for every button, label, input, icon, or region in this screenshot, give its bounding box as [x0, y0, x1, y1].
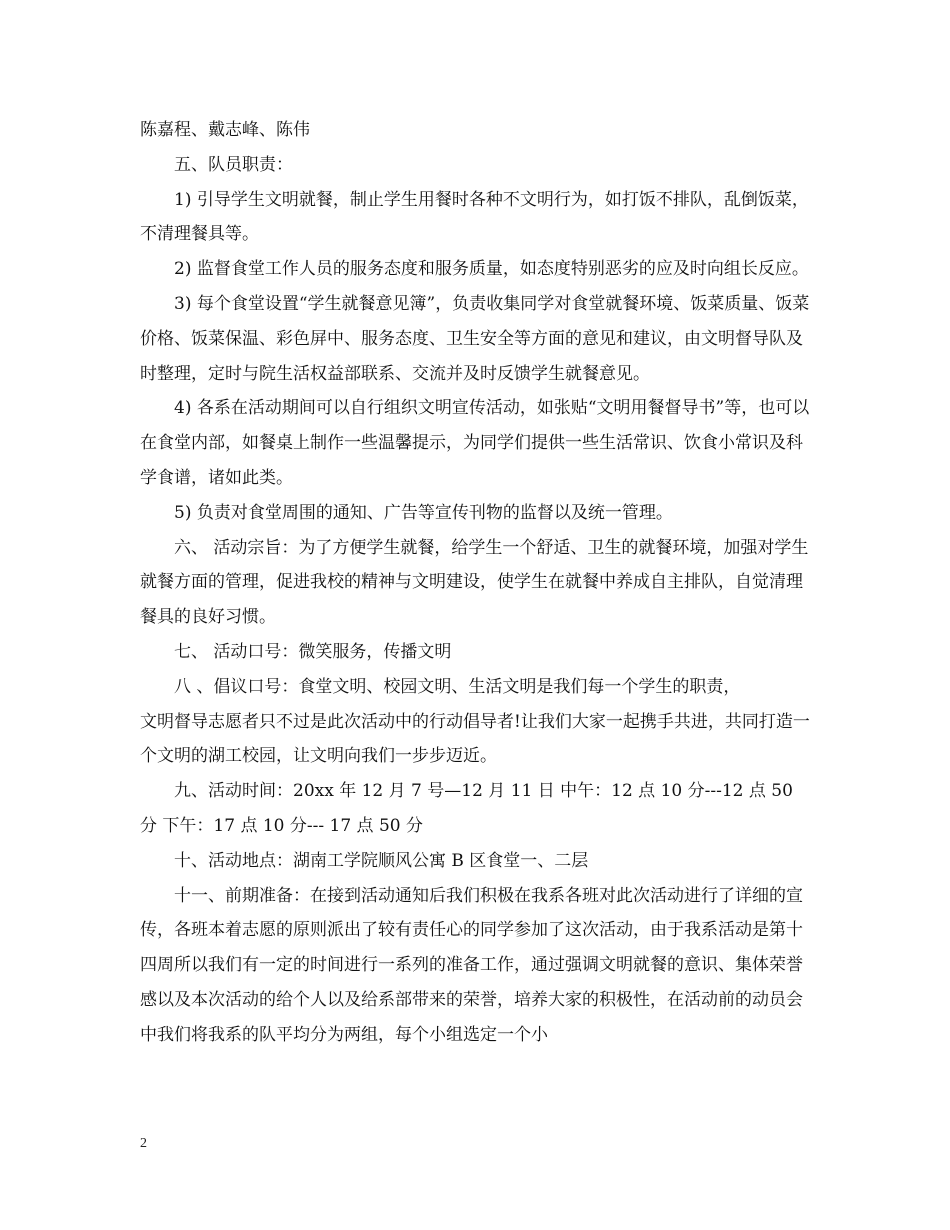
page-number: 2 — [140, 1136, 147, 1151]
paragraph-activity-time: 九、活动时间：20xx 年 12 月 7 号—12 月 11 日 中午：12 点 10 分---12 点 50 分 下午：17 点 10 分--- 17 点 50 分 — [140, 781, 793, 836]
paragraph-preparation: 十一、前期准备：在接到活动通知后我们积极在我系各班对此次活动进行了详细的宣传，各班本着志愿的原则派出了较有责任心的同学参加了这次活动，由于我系活动是第十四周所以我们有一定的时间进行一系列的准备工作，通过强调文明就餐的意识、集体荣誉感以及本次活动的给个人以及给系部带来的荣誉，培养大家的积极性，在活动前的动员会中我们将我系的队平均分为两组，每个小组选定一个小 — [140, 885, 803, 1045]
heading-member-duties: 五、队员职责： — [174, 154, 293, 175]
paragraph-initiative-continued: 文明督导志愿者只不过是此次活动中的行动倡导者!让我们大家一起携手共进，共同打造一个文明的湖工校园，让文明向我们一步步迈近。 — [140, 711, 810, 767]
document-body — [140, 113, 812, 1053]
paragraph-duty-4: 4) 各系在活动期间可以自行组织文明宣传活动，如张贴“文明用餐督导书”等，也可以在食堂内部，如餐桌上制作一些温馨提示，为同学们提供一些生活常识、饮食小常识及科学食谱，诸如此类。 — [140, 398, 810, 488]
paragraph-purpose: 六、 活动宗旨：为了方便学生就餐，给学生一个舒适、卫生的就餐环境，加强对学生就餐方面的管理，促进我校的精神与文明建设，使学生在就餐中养成自主排队，自觉清理餐具的良好习惯。 — [140, 537, 809, 628]
paragraph-activity-location: 十、活动地点：湖南工学院顺风公寓 B 区食堂一、二层 — [174, 850, 589, 871]
paragraph-members-continued: 陈嘉程、戴志峰、陈伟 — [140, 120, 310, 140]
paragraph-initiative-slogan: 八 、倡议口号：食堂文明、校园文明、生活文明是我们每一个学生的职责， — [174, 676, 741, 697]
paragraph-slogan: 七、 活动口号：微笑服务，传播文明 — [174, 641, 452, 662]
paragraph-duty-1: 1) 引导学生文明就餐，制止学生用餐时各种不文明行为，如打饭不排队，乱倒饭菜，不清理餐具等。 — [140, 189, 809, 245]
paragraph-duty-5: 5) 负责对食堂周围的通知、广告等宣传刊物的监督以及统一管理。 — [174, 502, 673, 523]
paragraph-duty-2: 2) 监督食堂工作人员的服务态度和服务质量，如态度特别恶劣的应及时向组长反应。 — [174, 259, 809, 280]
paragraph-duty-3: 3) 每个食堂设置“学生就餐意见簿”，负责收集同学对食堂就餐环境、饭菜质量、饭菜价格、饭菜保温、彩色屏中、服务态度、卫生安全等方面的意见和建议，由文明督导队及时整理，定时与院生活权益部联系、交流并及时反馈学生就餐意见。 — [140, 293, 810, 384]
